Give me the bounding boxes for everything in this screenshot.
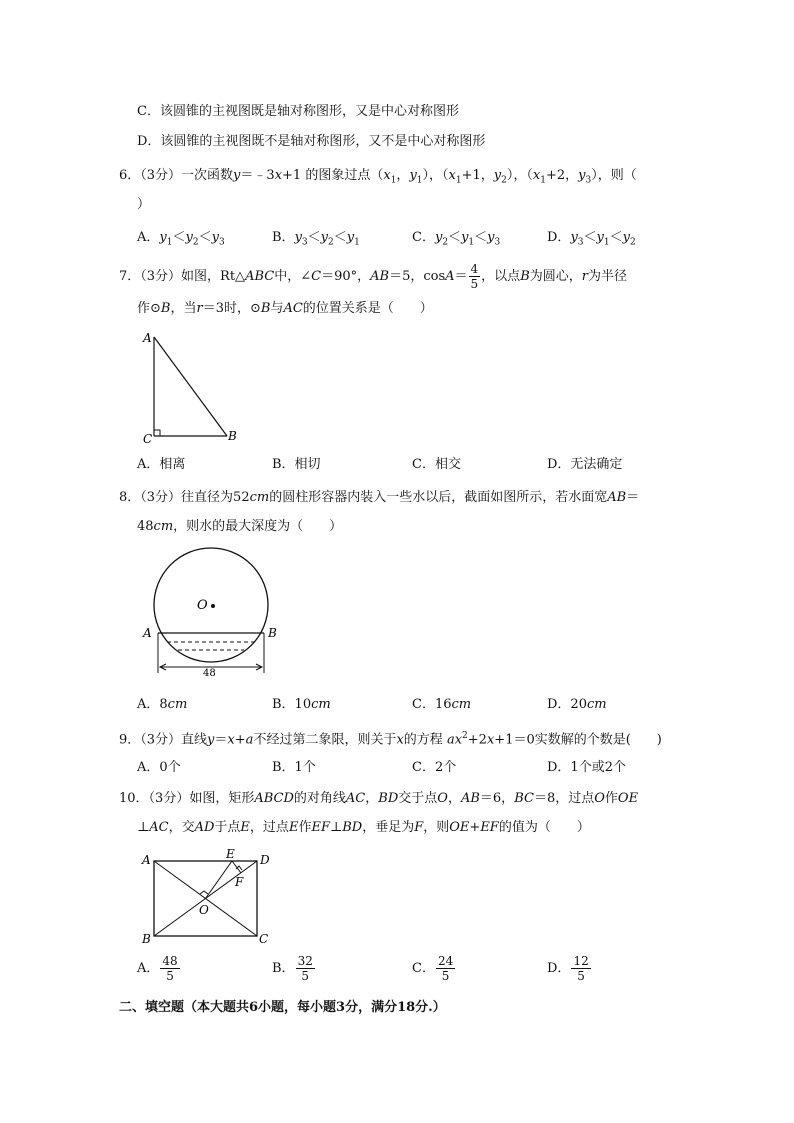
q10-label-o: O [199,903,209,917]
q7-fraction: $\frac{4}{5}$ [470,262,479,291]
q9-option-b: B．1个 [272,760,316,775]
q9-option-c: C．2个 [412,760,457,775]
q10-option-b: B． $\frac{32}{5}$ [272,954,313,983]
q8-stem-line2: 48cm，则水的最大深度为（ ） [137,519,343,534]
q8-label-o: O [197,598,208,613]
q9-option-a: A．0个 [137,760,181,775]
q7-triangle-figure [140,330,250,445]
q7-option-d: D．无法确定 [547,457,623,472]
q10-label-c: C [259,932,269,946]
q7-option-c: C．相交 [412,457,461,472]
q8-option-b: B．10cm [272,697,331,712]
q6-stem: 6．（3分）一次函数y＝﹣3x+1 的图象过点（$x_1$，$y_1$），（$x_1+1$，$y_2$），（$x_1+2$，$y_3$），则（ [119,168,637,186]
q8-label-a: A [143,626,152,640]
q8-stem: 8．（3分）往直径为52cm的圆柱形容器内装入一些水以后，截面如图所示，若水面宽AB＝ [119,490,640,505]
q10-label-a: A [142,853,151,867]
q7-label-a: A [143,331,152,345]
q10-label-d: D [260,853,270,867]
q8-option-a: A．8cm [137,697,188,712]
q10-stem: 10．（3分）如图，矩形ABCD的对角线AC，BD交于点O，AB＝6，BC＝8，过点O作OE [119,791,639,806]
q7-label-c: C [143,432,153,446]
q6-option-b: B．$y_3<y_2<y_1$ [272,230,360,248]
q7-stem-line2: 作⊙B，当r＝3时，⊙B与AC的位置关系是（ ） [137,301,433,316]
q10-rectangle-figure [140,848,280,948]
q10-label-f: F [235,875,244,889]
q8-label-b: B [268,626,277,640]
q10-label-b: B [142,932,151,946]
q8-circle-figure [140,545,280,685]
q10-option-c: C． $\frac{24}{5}$ [412,954,454,983]
q10-option-a: A． $\frac{48}{5}$ [137,954,178,983]
q8-label-48: 48 [203,668,216,679]
q6-option-c: C．$y_2<y_1<y_3$ [412,230,501,248]
q7-stem: 7．（3分）如图，Rt△ABC中，∠C＝90°，AB＝5，cosA＝ $\frac{4}{5}$ ，以点B为圆心，r为半径 [119,262,627,291]
q7-label-b: B [228,429,237,443]
q5-option-c: C．该圆锥的主视图既是轴对称图形，又是中心对称图形 [137,104,459,119]
q7-option-b: B．相切 [272,457,321,472]
q7-option-a: A．相离 [137,457,186,472]
q10-stem-line2: ⊥AC，交AD于点E，过点E作EF⊥BD，垂足为F，则OE+EF的值为（ ） [137,820,590,835]
q10-option-d: D． $\frac{12}{5}$ [547,954,589,983]
q6-option-d: D．$y_3<y_1<y_2$ [547,230,636,248]
q6-stem-end: ） [137,197,151,212]
q9-stem: 9．（3分）直线y＝x+a不经过第二象限，则关于x的方程 $ax^2+2x+1=0$实数解的个数是( ) [119,731,662,748]
q8-option-d: D．20cm [547,697,607,712]
q6-option-a: A．$y_1<y_2<y_3$ [137,230,225,248]
q9-option-d: D．1个或2个 [547,760,626,775]
q10-label-e: E [226,847,235,861]
section-2-heading: 二、填空题（本大题共6小题，每小题3分，满分18分.） [119,1000,446,1015]
q8-option-c: C．16cm [412,697,472,712]
q5-option-d: D．该圆锥的主视图既不是轴对称图形，又不是中心对称图形 [137,134,486,149]
